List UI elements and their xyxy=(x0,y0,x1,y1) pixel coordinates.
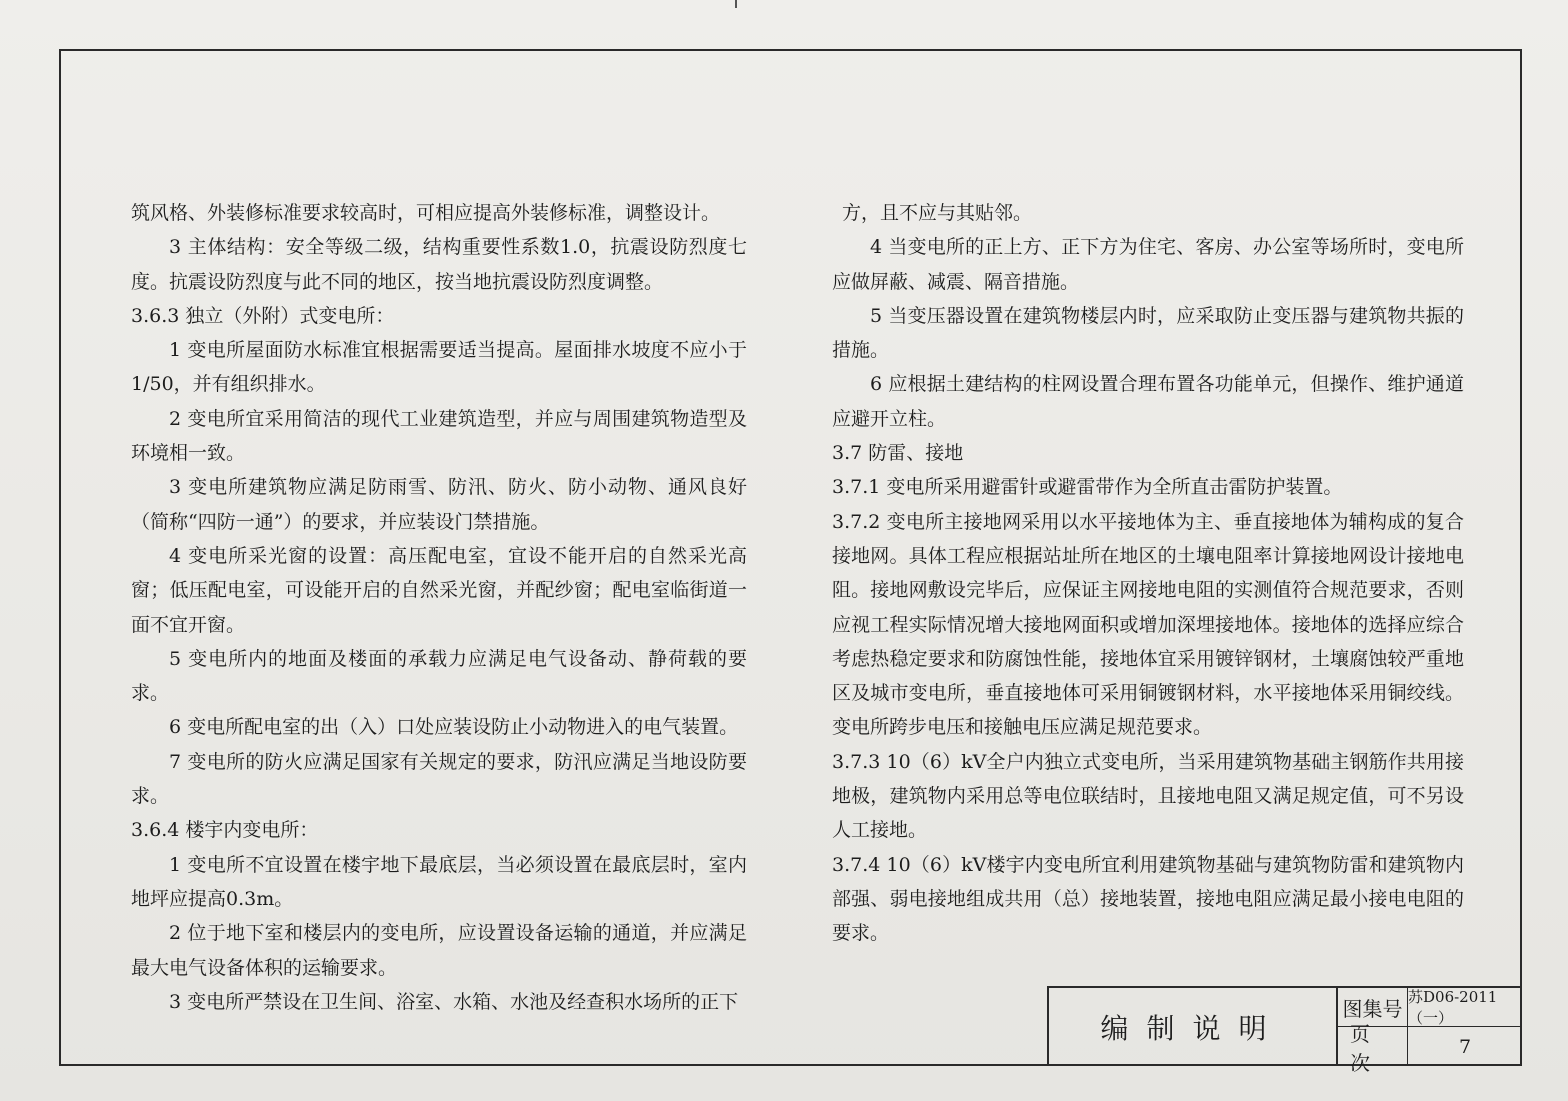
paragraph: 3.7 防雷、接地 xyxy=(832,442,964,465)
paragraph: 3 主体结构：安全等级二级，结构重要性系数1.0，抗震设防烈度七度。抗震设防烈度与此不同的地区，按当地抗震设防烈度调整。 xyxy=(131,236,747,293)
paragraph: 1 变电所屋面防水标准宜根据需要适当提高。屋面排水坡度不应小于1/50，并有组织排水。 xyxy=(131,339,747,396)
paragraph: 方，且不应与其贴邻。 xyxy=(842,202,1033,224)
paragraph: 3.7.1 变电所采用避雷针或避雷带作为全所直击雷防护装置。 xyxy=(832,476,1343,499)
top-center-tick xyxy=(735,0,737,8)
paragraph: 1 变电所不宜设置在楼宇地下最底层，当必须设置在最底层时，室内地坪应提高0.3m。 xyxy=(131,853,747,910)
page-number-value: 7 xyxy=(1458,1035,1472,1058)
paragraph: 筑风格、外装修标准要求较高时，可相应提高外装修标准，调整设计。 xyxy=(131,202,721,224)
left-text-column xyxy=(131,196,747,1019)
paragraph: 2 位于地下室和楼层内的变电所，应设置设备运输的通道，并应满足最大电气设备体积的运输要求。 xyxy=(131,922,747,979)
paragraph: 6 变电所配电室的出（入）口处应装设防止小动物进入的电气装置。 xyxy=(169,716,739,739)
title-block xyxy=(1047,986,1522,1075)
paragraph: 3 变电所严禁设在卫生间、浴室、水箱、水池及经查积水场所的正下 xyxy=(169,990,739,1013)
atlas-number-value: 苏D06-2011（一） xyxy=(1408,988,1522,1027)
paragraph: 3.7.3 10（6）kV全户内独立式变电所，当采用建筑物基础主钢筋作共用接地极，建筑物内采用总等电位联结时，且接地电阻又满足规定值，可不另设人工接地。 xyxy=(832,750,1464,842)
paragraph: 5 变电所内的地面及楼面的承载力应满足电气设备动、静荷载的要求。 xyxy=(131,647,747,705)
paragraph: 3.7.2 变电所主接地网采用以水平接地体为主、垂直接地体为辅构成的复合接地网。具体工程应根据站址所在地区的土壤电阻率计算接地网设计接地电阻。接地网敷设完毕后，应保证主网接地电阻的实测值符合规范要求，否则应视工程实际情况增大接地网面积或增加深埋接地体。接地体的选择应综合考虑热稳定要求和防腐蚀性能，接地体宜采用镀锌钢材，土壤腐蚀较严重地区及城市变电所，垂直接地体可采用铜镀钢材料，水平接地体采用铜绞线。变电所跨步电压和接触电压应满足规范要求。 xyxy=(832,510,1464,739)
paragraph: 4 当变电所的正上方、正下方为住宅、客房、办公室等场所时，变电所应做屏蔽、减震、隔音措施。 xyxy=(832,236,1464,293)
paragraph: 3.6.4 楼宇内变电所： xyxy=(131,819,319,842)
paragraph: 3.7.4 10（6）kV楼宇内变电所宜利用建筑物基础与建筑物防雷和建筑物内部强、弱电接地组成共用（总）接地装置，接地电阻应满足最小接电电阻的要求。 xyxy=(832,853,1464,945)
paragraph: 6 应根据土建结构的柱网设置合理布置各功能单元，但操作、维护通道应避开立柱。 xyxy=(832,373,1464,430)
paragraph: 7 变电所的防火应满足国家有关规定的要求，防汛应满足当地设防要求。 xyxy=(131,750,747,808)
paragraph: 4 变电所采光窗的设置：高压配电室，宜设不能开启的自然采光高窗；低压配电室，可设能开启的自然采光窗，并配纱窗；配电室临街道一面不宜开窗。 xyxy=(131,544,747,636)
paragraph: 3.6.3 独立（外附）式变电所： xyxy=(131,304,395,327)
paragraph: 3 变电所建筑物应满足防雨雪、防汛、防火、防小动物、通风良好（简称“四防一通”）的要求，并应装设门禁措施。 xyxy=(131,476,747,533)
right-text-column xyxy=(832,196,1464,951)
paragraph: 2 变电所宜采用简洁的现代工业建筑造型，并应与周围建筑物造型及环境相一致。 xyxy=(131,407,747,465)
paragraph: 5 当变压器设置在建筑物楼层内时，应采取防止变压器与建筑物共振的措施。 xyxy=(832,304,1464,362)
atlas-number-label: 图集号 xyxy=(1338,988,1408,1027)
page-number-label: 页次 xyxy=(1338,1027,1408,1066)
title-block-title: 编制说明 xyxy=(1049,988,1338,1066)
